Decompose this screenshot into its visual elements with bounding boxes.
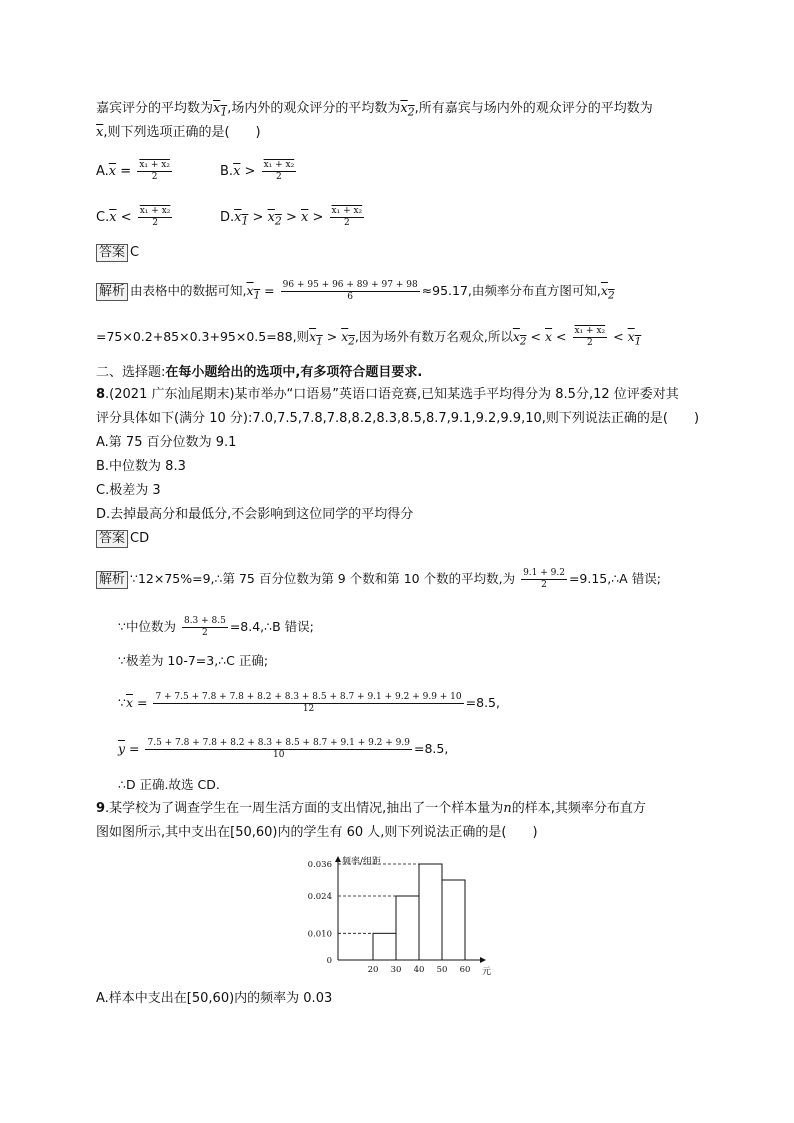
x-axis-arrow [480, 957, 486, 963]
fraction: $\frac{\text{x₁ + x₂}}{2}$ [139, 206, 171, 228]
x-tick-label: 60 [459, 965, 471, 975]
q7-option-d: $D.x_1 > x_2 > \overline{x}$ > $\frac{\text{x₁ + x₂}}{2}$ [220, 206, 363, 228]
fraction: $\frac{\text{x₁ + x₂}}{2}$ [331, 206, 363, 228]
y-tick-label: 0.010 [307, 929, 332, 940]
y-tick-label: 0.024 [307, 892, 332, 902]
x2-bar: $x_2$ [400, 101, 415, 119]
q7-analysis-line2: =75×0.2+85×0.3+95×0.5=88,则$x_1 > x_2$,因为场外有数万名观众,所以$x_2 < \overline{x}$ < $\frac{\text{x₁ + x₂}}{2}$ < $x_1$ [96, 326, 642, 348]
fraction: $\frac{7.5 + 7.8 + 7.8 + 8.2 + 8.3 + 8.5 + 8.7 + 9.1 + 9.2 + 9.9}{10}$ [147, 738, 410, 760]
q7-stem-line1: 嘉宾评分的平均数为$x_1$,场内外的观众评分的平均数为$x_2$,所有嘉宾与场内外的观众评分的平均数为 [96, 101, 653, 119]
q7-stem-line2: $\overline{x}$,则下列选项正确的是( ) [96, 125, 261, 140]
frequency-histogram [290, 852, 500, 982]
x1-bar: $x_1$ [213, 101, 228, 119]
q8-analysis-line4: $\because\overline{x}$ = 7 + 7.5 + 7.8 + 7.8 + 8.2 + 8.3 + 8.5 + 8.7 + 9.1 + 9.2 + 9.9 + 10 12 =8.5, [118, 692, 500, 714]
histogram-bar [419, 864, 442, 960]
q7-analysis-line1: 解析 由表格中的数据可知$,x_1$ = $\frac{96 + 95 + 96 + 89 + 97 + 98}{6}$ ≈95.17,由频率分布直方图可知$,x_2$ [96, 280, 615, 305]
q9-stem-line1: 9.某学校为了调查学生在一周生活方面的支出情况,抽出了一个样本量为n的样本,其频率分布直方 [96, 801, 646, 816]
x-tick-label: 20 [367, 965, 379, 975]
q8-option-d: D.去掉最高分和最低分,不会影响到这位同学的平均得分 [96, 507, 414, 522]
y-tick-label: 0.036 [307, 860, 332, 870]
answer-tag: 答案 [96, 244, 128, 262]
fraction: 7 + 7.5 + 7.8 + 7.8 + 8.2 + 8.3 + 8.5 + 8.7 + 9.1 + 9.2 + 9.9 + 10 12 [155, 692, 462, 714]
histogram-bar [442, 880, 465, 960]
fraction: $\frac{8.3 + 8.5}{2}$ [183, 616, 226, 638]
q9-stem-line2: 图如图所示,其中支出在[50,60)内的学生有 60 人,则下列说法正确的是( ) [96, 825, 538, 840]
q7-answer: 答案 C [96, 244, 139, 262]
section-title: 二、选择题:在每小题给出的选项中,有多项符合题目要求. [96, 365, 423, 380]
histogram-bar [373, 933, 396, 960]
q8-analysis-line1: 解析 ∵12×75%=9,∴第 75 百分位数为第 9 个数和第 10 个数的平均数,为 $\frac{9.1 + 9.2}{2}$ =9.15,∴A 错误; [96, 568, 661, 591]
q8-option-b: B.中位数为 8.3 [96, 459, 186, 474]
q8-option-a: A.第 75 百分位数为 9.1 [96, 435, 237, 450]
y-tick-label: 0 [326, 956, 332, 966]
q8-stem-line2: 评分具体如下(满分 10 分):7.0,7.5,7.8,7.8,8.2,8.3,8.5,8.7,9.1,9.2,9.9,10,则下列说法正确的是( ) [96, 411, 700, 426]
q7-option-c: $C.\overline{x}$ < $\frac{\text{x₁ + x₂}}{2}$ [96, 206, 171, 228]
q8-answer: 答案 CD [96, 530, 149, 548]
q9-option-a: A.样本中支出在[50,60)内的频率为 0.03 [96, 991, 333, 1006]
q8-analysis-line3: ∵极差为 10-7=3,∴C 正确; [118, 653, 269, 668]
analysis-tag: 解析 [96, 571, 128, 589]
q8-analysis-line6: ∴D 正确.故选 CD. [118, 777, 220, 792]
fraction: $\frac{\text{x₁ + x₂}}{2}$ [263, 160, 295, 182]
q8-stem-line1: 8.(2021 广东汕尾期末)某市举办“口语易”英语口语竞赛,已知某选手平均得分为 8.5分,12 位评委对其 [96, 387, 679, 402]
fraction: $\frac{9.1 + 9.2}{2}$ [523, 568, 565, 590]
fraction: $\frac{96 + 95 + 96 + 89 + 97 + 98}{6}$ [282, 280, 418, 302]
answer-tag: 答案 [96, 530, 128, 548]
q8-analysis-line5: $\overline{y}$ = $\frac{7.5 + 7.8 + 7.8 + 8.2 + 8.3 + 8.5 + 8.7 + 9.1 + 9.2 + 9.9}{10}$ =8.5, [118, 738, 449, 760]
x-tick-label: 50 [436, 965, 448, 975]
q7-option-b: $B.\overline{x}$ > $\frac{\text{x₁ + x₂}}{2}$ [220, 160, 295, 182]
x-tick-label: 40 [413, 965, 425, 975]
fraction: $\frac{\text{x₁ + x₂}}{2}$ [574, 326, 606, 348]
y-axis-label: 频率/组距 [342, 857, 382, 867]
y-axis-arrow [335, 856, 341, 862]
histogram-bar [396, 896, 419, 960]
q8-analysis-line2: ∵中位数为 $\frac{8.3 + 8.5}{2}$ =8.4,∴B 错误; [118, 616, 314, 638]
q7-option-a: $A.\overline{x}$ = $\frac{\text{x₁ + x₂}}{2}$ [96, 160, 170, 182]
q8-option-c: C.极差为 3 [96, 483, 161, 498]
analysis-tag: 解析 [96, 283, 128, 301]
x-tick-label: 30 [390, 965, 402, 975]
x-axis-label: 元 [482, 967, 492, 977]
fraction: $\frac{\text{x₁ + x₂}}{2}$ [139, 160, 170, 182]
